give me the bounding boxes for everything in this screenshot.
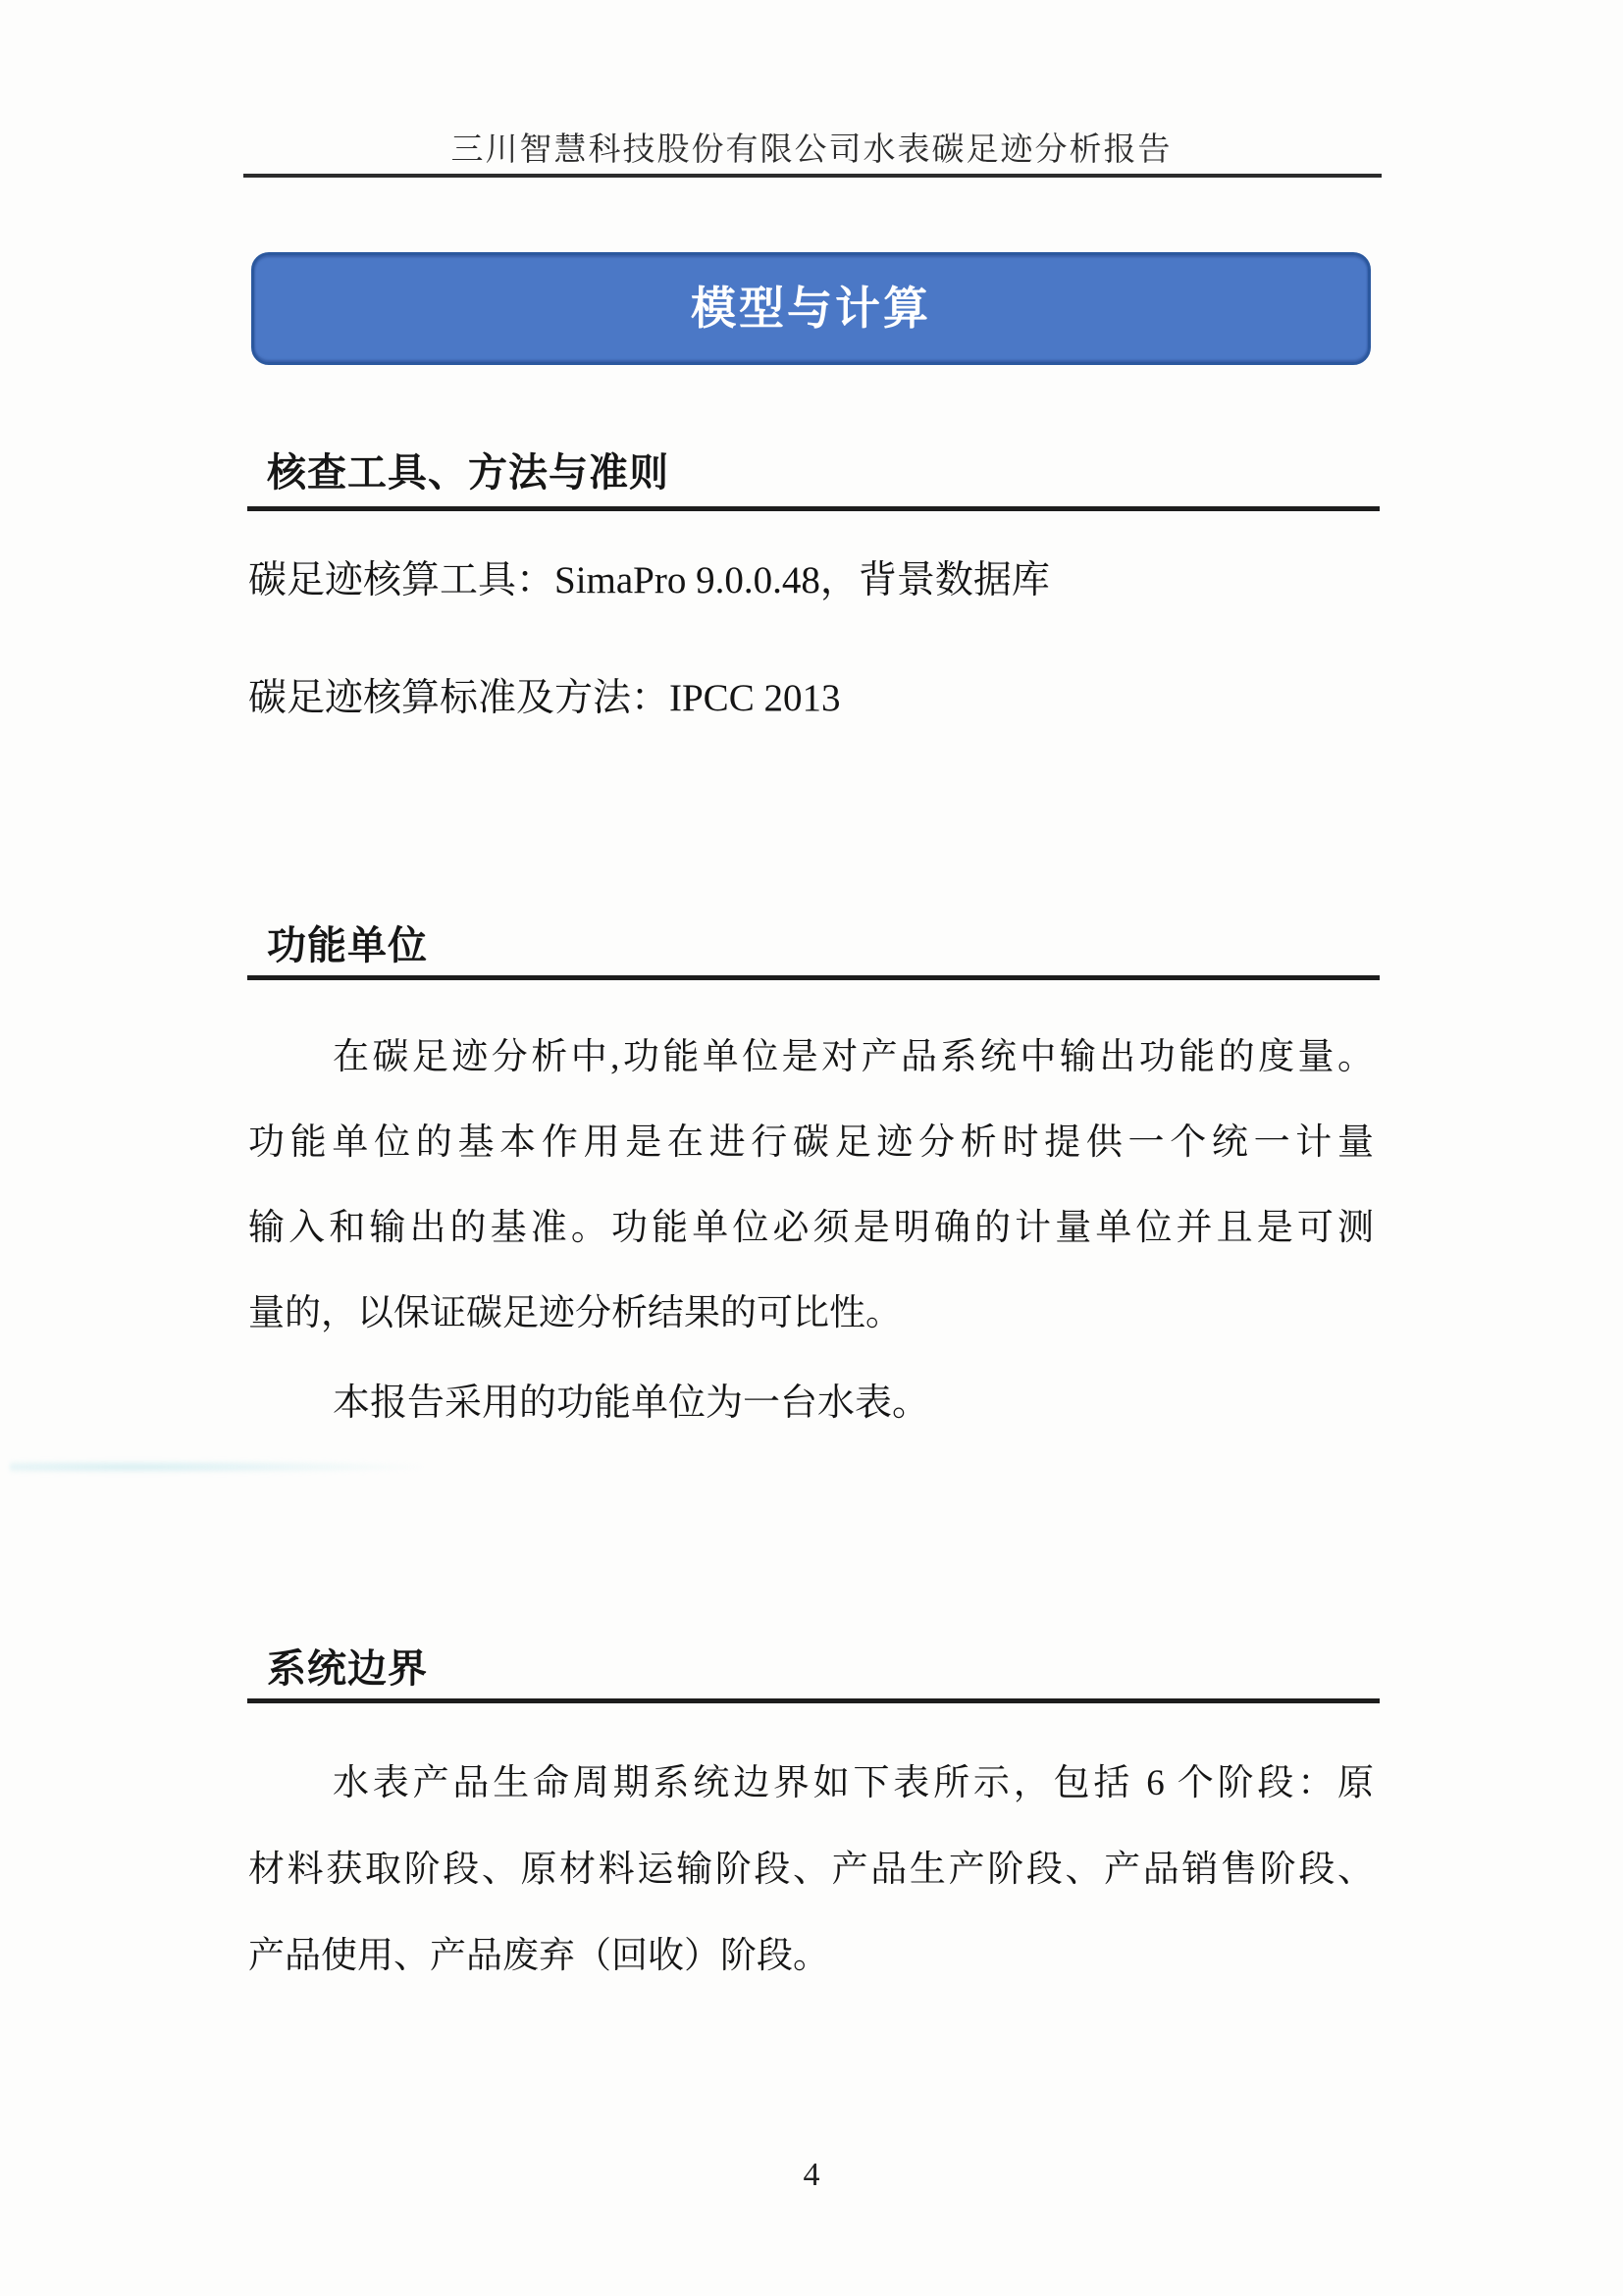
- section-rule-functional-unit: [247, 975, 1380, 980]
- page-number: 4: [803, 2157, 820, 2193]
- tools-line-standard: 碳足迹核算标准及方法：IPCC 2013: [248, 677, 841, 719]
- system-boundary-paragraph: [248, 1741, 1374, 2000]
- paragraph-line: 在碳足迹分析中,功能单位是对产品系统中输出功能的度量。: [333, 1037, 1374, 1077]
- chapter-banner: [251, 252, 1371, 365]
- chapter-banner-title: 模型与计算: [691, 283, 931, 334]
- paragraph-line: 功能单位的基本作用是在进行碳足迹分析时提供一个统一计量: [248, 1122, 1374, 1163]
- header-rule: [243, 174, 1382, 178]
- tools-line-software: 碳足迹核算工具：SimaPro 9.0.0.48，背景数据库: [248, 559, 1050, 601]
- scan-artifact: [10, 1460, 422, 1474]
- paragraph-line: 产品使用、产品废弃（回收）阶段。: [248, 1936, 829, 1976]
- document-header-title: 三川智慧科技股份有限公司水表碳足迹分析报告: [450, 132, 1173, 168]
- paragraph-line: 量的，以保证碳足迹分析结果的可比性。: [248, 1293, 902, 1333]
- section-heading-functional-unit: 功能单位: [267, 924, 428, 967]
- functional-unit-statement: 本报告采用的功能单位为一台水表。: [333, 1383, 930, 1424]
- section-heading-tools: 核查工具、方法与准则: [267, 451, 669, 495]
- section-rule-system-boundary: [247, 1698, 1380, 1703]
- functional-unit-paragraph: [248, 1015, 1374, 1356]
- section-heading-system-boundary: 系统边界: [267, 1647, 428, 1691]
- paragraph-line: 输入和输出的基准。功能单位必须是明确的计量单位并且是可测: [248, 1208, 1374, 1248]
- section-rule-tools: [247, 506, 1380, 511]
- paragraph-line: 材料获取阶段、原材料运输阶段、产品生产阶段、产品销售阶段、: [248, 1850, 1374, 1890]
- paragraph-line: 水表产品生命周期系统边界如下表所示，包括 6 个阶段：原: [333, 1763, 1374, 1803]
